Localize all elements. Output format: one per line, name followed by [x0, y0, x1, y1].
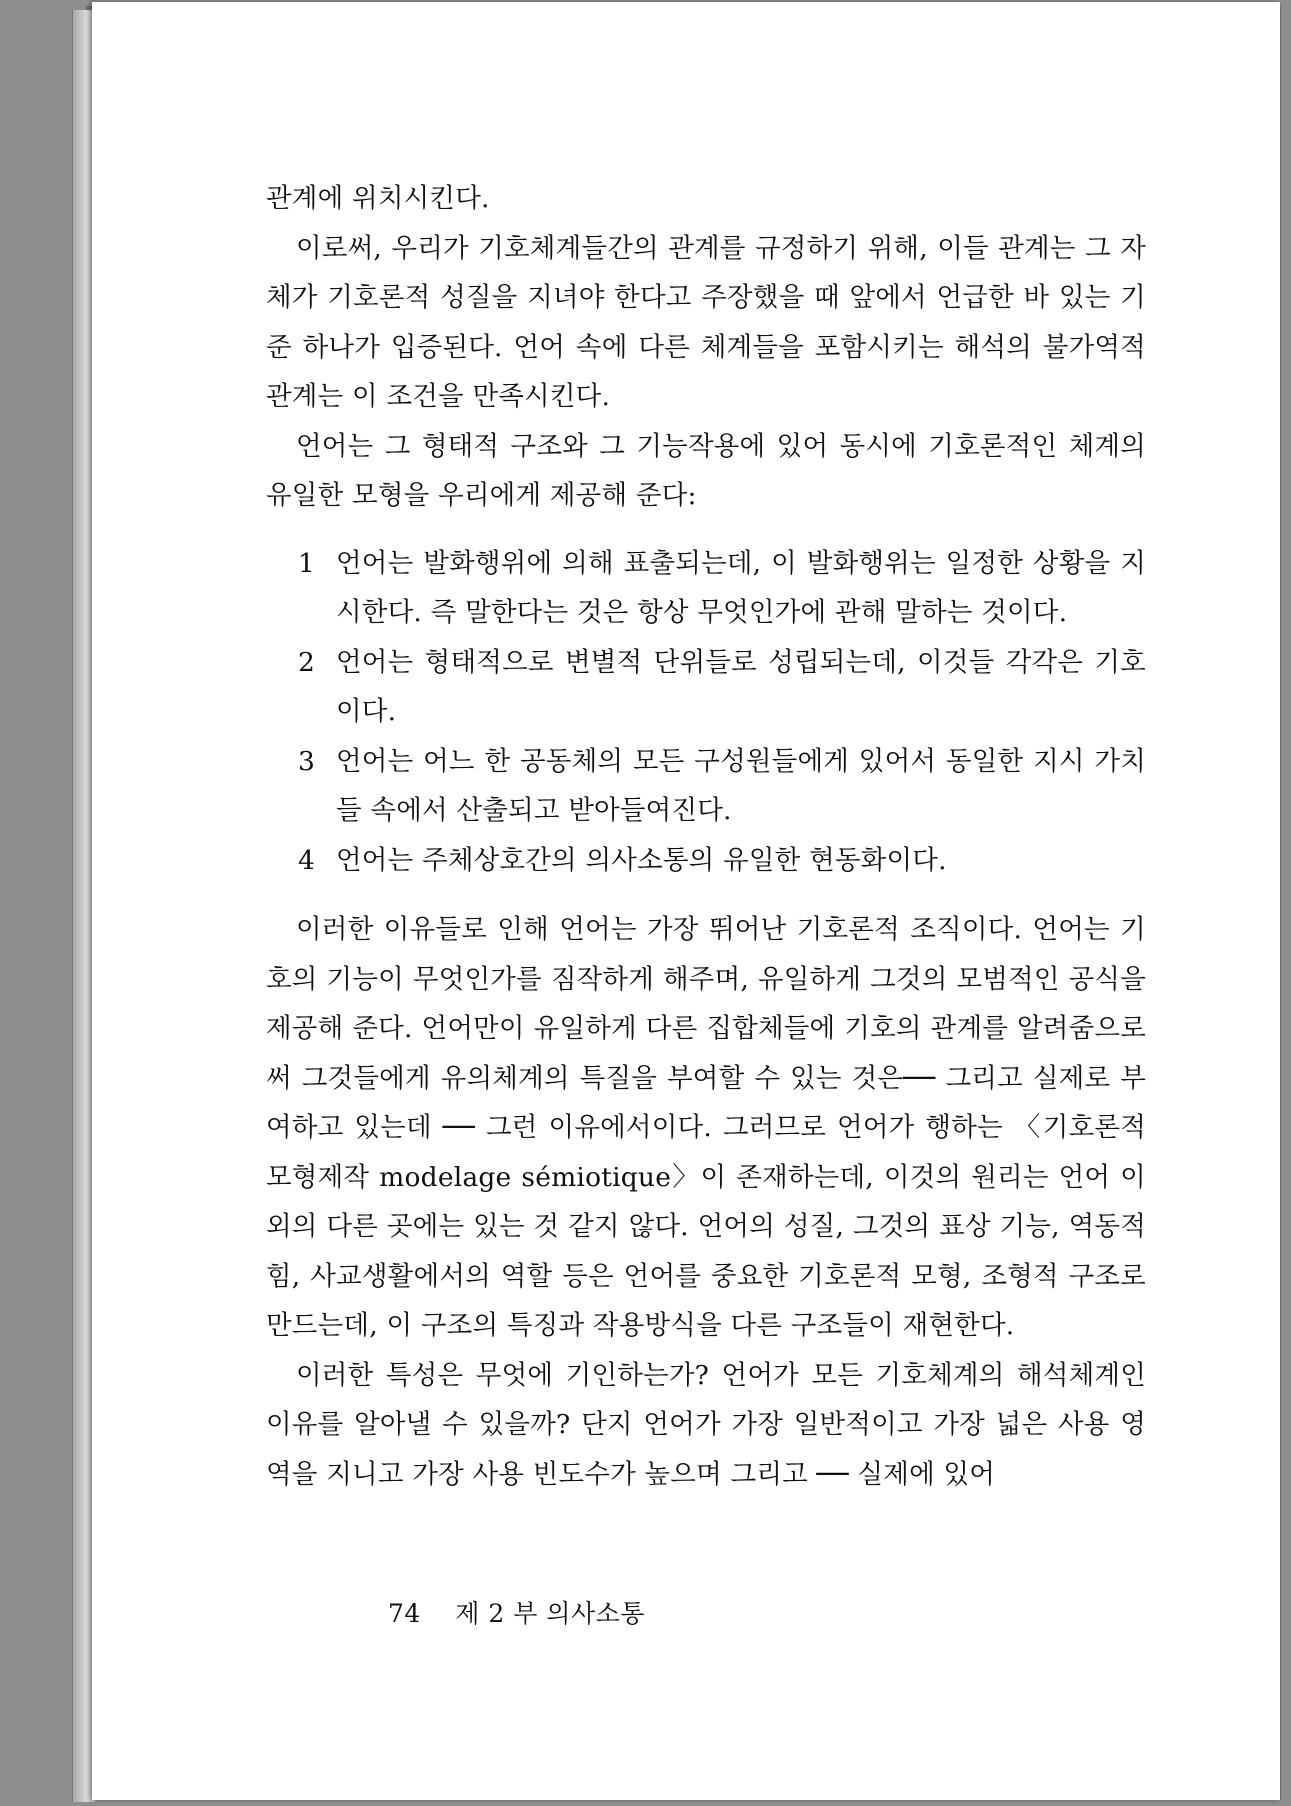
- list-item-number: 4: [298, 844, 316, 876]
- list-item-number: 3: [298, 745, 316, 777]
- list-item-text: 언어는 주체상호간의 의사소통의 유일한 현동화이다.: [336, 844, 947, 876]
- list-item-number: 1: [298, 547, 316, 579]
- list-item-text: 언어는 형태적으로 변별적 단위들로 성립되는데, 이것들 각각은 기호이다.: [336, 646, 1146, 727]
- list-item: [266, 737, 1146, 836]
- book-page: [92, 2, 1280, 1800]
- paragraph: 언어는 그 형태적 구조와 그 기능작용에 있어 동시에 기호론적인 체계의 유일한 모형을 우리에게 제공해 준다:: [266, 430, 1146, 511]
- page-body: [266, 174, 1146, 1499]
- paragraph: 이로써, 우리가 기호체계들간의 관계를 규정하기 위해, 이들 관계는 그 자체가 기호론적 성질을 지녀야 한다고 주장했을 때 앞에서 언급한 바 있는 기준 하나가 입증된다. 언어 속에 다른 체계들을 포함시키는 해석의 불가역적 관계는 이 조건을 만족시킨다.: [266, 232, 1146, 412]
- paragraph-continuation: 관계에 위치시킨다.: [266, 183, 490, 214]
- list-item-text: 언어는 발화행위에 의해 표출되는데, 이 발화행위는 일정한 상황을 지시한다. 즉 말한다는 것은 항상 무엇인가에 관해 말하는 것이다.: [336, 547, 1146, 628]
- list-item: [266, 539, 1146, 638]
- list-item: [266, 836, 1146, 886]
- numbered-list: [266, 539, 1146, 886]
- paragraph: 이러한 이유들로 인해 언어는 가장 뛰어난 기호론적 조직이다. 언어는 기호의 기능이 무엇인가를 짐작하게 해주며, 유일하게 그것의 모범적인 공식을 제공해 준다. 언어만이 유일하게 다른 집합체들에 기호의 관계를 알려줌으로써 그것들에게 유의체계의 특질을 부여할 수 있는 것은── 그리고 실제로 부여하고 있는데 ── 그런 이유에서이다. 그러므로 언어가 행하는 〈기호론적 모형제작 modelage sémiotique〉이 존재하는데, 이것의 원리는 언어 이외의 다른 곳에는 있는 것 같지 않다. 언어의 성질, 그것의 표상 기능, 역동적 힘, 사교생활에서의 역할 등은 언어를 중요한 기호론적 모형, 조형적 구조로 만드는데, 이 구조의 특징과 작용방식을 다른 구조들이 재현한다.: [266, 914, 1146, 1341]
- list-item: [266, 638, 1146, 737]
- running-section-title: 제 2 부 의사소통: [455, 1599, 645, 1628]
- list-item-number: 2: [298, 646, 316, 678]
- paragraph: 이러한 특성은 무엇에 기인하는가? 언어가 모든 기호체계의 해석체계인 이유를 알아낼 수 있을까? 단지 언어가 가장 일반적이고 가장 넓은 사용 영역을 지니고 가장 사용 빈도수가 높으며 그리고 ── 실제에 있어: [266, 1359, 1146, 1490]
- page-footer: [388, 1594, 645, 1630]
- page-number: 74: [388, 1599, 421, 1628]
- list-item-text: 언어는 어느 한 공동체의 모든 구성원들에게 있어서 동일한 지시 가치들 속에서 산출되고 받아들여진다.: [336, 745, 1146, 826]
